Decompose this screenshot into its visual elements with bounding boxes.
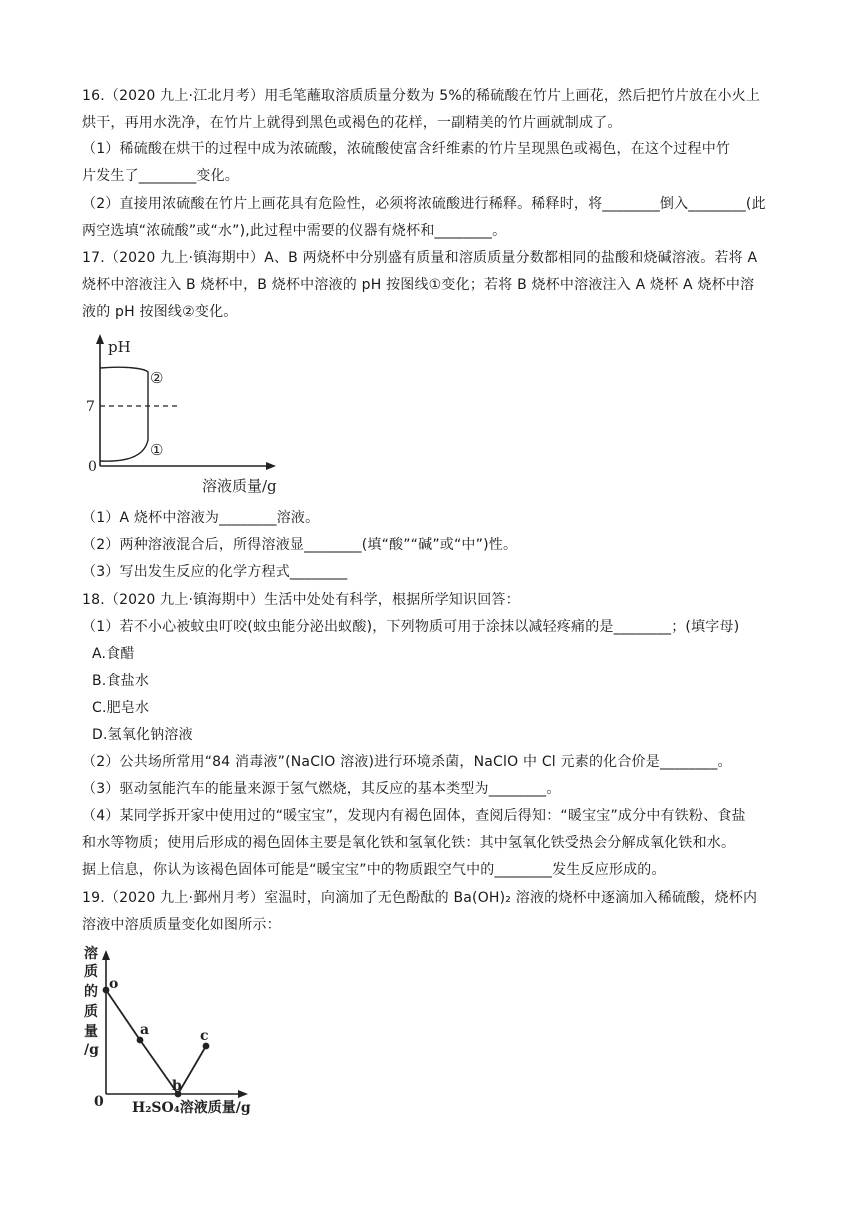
- q18-part4-line-3: 据上信息，你认为该褐色固体可能是“暖宝宝”中的物质跟空气中的________发生反应形成的。: [82, 862, 666, 878]
- q19-y-axis-arrow: [102, 950, 110, 960]
- q19-x-axis-arrow: [238, 1090, 248, 1098]
- q19-stem-line-2: 溶液中溶质质量变化如图所示：: [82, 917, 281, 933]
- q19-y-label-char-2: 质: [84, 964, 98, 980]
- q17-y-axis-label: pH: [108, 338, 131, 356]
- q19-y-label-char-4: 质: [84, 1004, 98, 1020]
- q19-label-b: b: [172, 1078, 182, 1094]
- q16-part1-line-2: 片发生了________变化。: [82, 168, 239, 184]
- q17-tick-7: 7: [86, 399, 95, 415]
- q17-ph-curves: [100, 367, 148, 461]
- q19-solute-mass-figure: [82, 942, 272, 1118]
- q17-stem-line-3: 液的 pH 按图线②变化。: [82, 304, 238, 320]
- q16-stem-line-2: 烘干，再用水洗净，在竹片上就得到黑色或褐色的花样，一副精美的竹片画就制成了。: [82, 115, 622, 131]
- q19-x-axis-label: H₂SO₄溶液质量/g: [132, 1100, 251, 1116]
- q19-solute-mass-line: [106, 990, 206, 1094]
- q18-option-c: C.肥皂水: [92, 700, 150, 716]
- q17-curve-1-label: ①: [150, 441, 164, 459]
- q19-label-a: a: [140, 1022, 150, 1038]
- q19-label-c: c: [200, 1028, 209, 1044]
- q17-y-axis-arrow: [96, 334, 104, 344]
- q18-part4-line-1: （4）某同学拆开家中使用过的“暖宝宝”，发现内有褐色固体，查阅后得知：“暖宝宝”成分中有铁粉、食盐: [82, 808, 746, 824]
- q17-ph-figure: [84, 332, 294, 500]
- q16-part2-line-2: 两空选填“浓硫酸”或“水”),此过程中需要的仪器有烧杯和________。: [82, 223, 507, 239]
- q19-stem-line-1: 19.（2020 九上·鄞州月考）室温时，向滴加了无色酚酞的 Ba(OH)₂ 溶液的烧杯中逐滴加入稀硫酸，烧杯内: [82, 890, 758, 906]
- q17-origin-label: 0: [88, 459, 97, 475]
- q17-x-axis-label: 溶液质量/g: [202, 477, 277, 495]
- q16-part2-line-1: （2）直接用浓硫酸在竹片上画花具有危险性，必须将浓硫酸进行稀释。稀释时，将________倒入________(此: [82, 196, 766, 212]
- q18-part4-line-2: 和水等物质；使用后形成的褐色固体主要是氧化铁和氢氧化铁：其中氢氧化铁受热会分解成氧化铁和水。: [82, 835, 736, 851]
- q18-part3: （3）驱动氢能汽车的能量来源于氢气燃烧，其反应的基本类型为________。: [82, 781, 561, 797]
- q17-x-axis-arrow: [266, 462, 276, 470]
- q18-option-b: B.食盐水: [92, 673, 150, 689]
- q19-y-label-char-3: 的: [84, 984, 98, 1000]
- q17-part1: （1）A 烧杯中溶液为________溶液。: [82, 510, 320, 526]
- q16-part1-line-1: （1）稀硫酸在烘干的过程中成为浓硫酸，浓硫酸使富含纤维素的竹片呈现黑色或褐色，在这个过程中竹: [82, 141, 731, 157]
- q18-part1: （1）若不小心被蚊虫叮咬(蚊虫能分泌出蚁酸)，下列物质可用于涂抹以减轻疼痛的是________；(填字母): [82, 619, 740, 635]
- q17-part2: （2）两种溶液混合后，所得溶液显________(填“酸”“碱”或“中”)性。: [82, 537, 518, 553]
- q17-stem-line-1: 17.（2020 九上·镇海期中）A、B 两烧杯中分别盛有质量和溶质质量分数都相同的盐酸和烧碱溶液。若将 A: [82, 250, 758, 266]
- q16-stem-line-1: 16.（2020 九上·江北月考）用毛笔蘸取溶质质量分数为 5%的稀硫酸在竹片上画花，然后把竹片放在小火上: [82, 88, 761, 104]
- q18-option-a: A.食醋: [92, 646, 135, 662]
- q17-part3: （3）写出发生反应的化学方程式________: [82, 564, 348, 580]
- q19-y-label-unit: /g: [84, 1042, 99, 1058]
- q17-stem-line-2: 烧杯中溶液注入 B 烧杯中，B 烧杯中溶液的 pH 按图线①变化；若将 B 烧杯中溶液注入 A 烧杯 A 烧杯中溶: [82, 277, 755, 293]
- q18-stem: 18.（2020 九上·镇海期中）生活中处处有科学，根据所学知识回答：: [82, 592, 520, 608]
- q18-option-d: D.氢氧化钠溶液: [92, 727, 193, 743]
- q19-y-label-char-5: 量: [84, 1024, 98, 1040]
- q19-label-o: o: [109, 976, 119, 992]
- q19-y-label-char-1: 溶: [84, 946, 98, 962]
- q18-part2: （2）公共场所常用“84 消毒液”(NaClO 溶液)进行环境杀菌，NaClO 中 Cl 元素的化合价是________。: [82, 754, 732, 770]
- q19-origin-label: 0: [94, 1094, 104, 1110]
- q17-curve-2-label: ②: [150, 369, 164, 387]
